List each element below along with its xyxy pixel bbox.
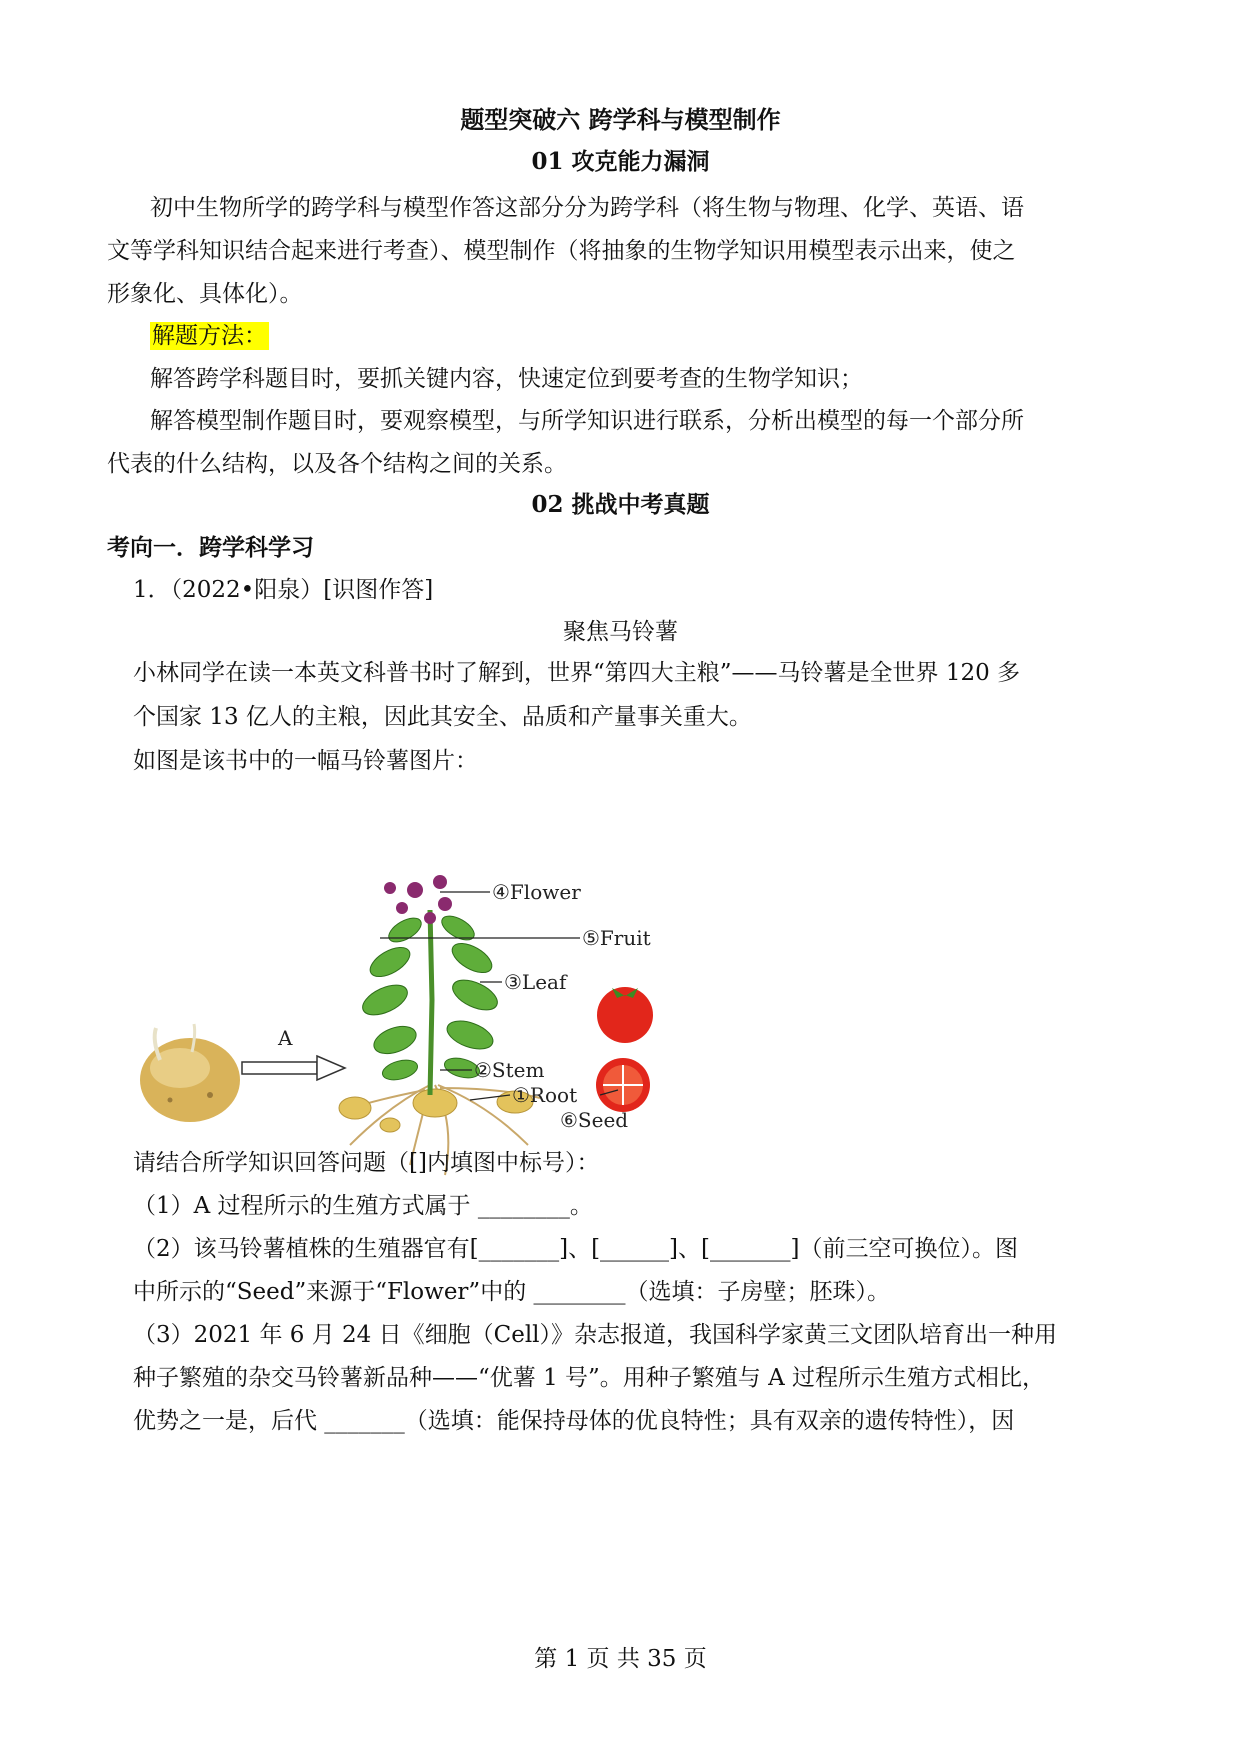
section-heading-2: 02 挑战中考真题 (531, 491, 710, 518)
label-stem: ②Stem (474, 1058, 545, 1082)
method-label (150, 321, 269, 351)
question-1-text-2: 个国家 13 亿人的主粮，因此其安全、品质和产量事关重大。 (133, 704, 752, 730)
question-1-text-3: 如图是该书中的一幅马铃薯图片： (133, 748, 478, 774)
potato-plant-illustration (140, 870, 740, 1235)
method-line-2: 解答模型制作题目时，要观察模型，与所学知识进行联系，分析出模型的每一个部分所 (150, 408, 1024, 434)
flowers (384, 875, 452, 924)
arrow-a-label: A (278, 1026, 293, 1050)
label-leaf: ③Leaf (504, 970, 567, 994)
page-number-footer: 第 1 页 共 35 页 (534, 1646, 707, 1672)
intro-line-2: 文等学科知识结合起来进行考查）、模型制作（将抽象的生物学知识用模型表示出来，使之 (107, 238, 1016, 264)
method-line-1: 解答跨学科题目时，要抓关键内容，快速定位到要考查的生物学知识； (150, 366, 863, 392)
label-seed: ⑥Seed (560, 1108, 629, 1132)
sub-question-1: （1）A 过程所示的生殖方式属于 ________。 (133, 1193, 593, 1219)
label-flower: ④Flower (492, 880, 581, 904)
label-fruit: ⑤Fruit (582, 926, 651, 950)
sub-question-3-line-2: 种子繁殖的杂交马铃薯新品种——“优薯 1 号”。用种子繁殖与 A 过程所示生殖方式相比， (133, 1365, 1046, 1391)
tomato-seed-section (596, 1058, 650, 1112)
page-title: 题型突破六 跨学科与模型制作 (460, 105, 781, 134)
tomato-fruit (597, 987, 653, 1043)
question-1-title: 聚焦马铃薯 (563, 619, 678, 645)
question-1-text-1: 小林同学在读一本英文科普书时了解到，世界“第四大主粮”——马铃薯是全世界 120 多 (133, 660, 1021, 686)
intro-line-1: 初中生物所学的跨学科与模型作答这部分分为跨学科（将生物与物理、化学、英语、语 (150, 195, 1024, 221)
section-heading-1: 01 攻克能力漏洞 (531, 148, 710, 175)
direction-heading: 考向一．跨学科学习 (107, 534, 314, 561)
seed-potato-image (140, 1024, 240, 1122)
sub-question-2-line-1: （2）该马铃薯植株的生殖器官有[_______]、[______]、[_______]（前三空可换位）。图 (133, 1236, 1018, 1262)
sub-question-2-line-2: 中所示的“Seed”来源于“Flower”中的 ________（选填：子房壁；胚珠）。 (133, 1279, 891, 1305)
sub-question-3-line-1: （3）2021 年 6 月 24 日《细胞（Cell）》杂志报道，我国科学家黄三文团队培育出一种用 (133, 1322, 1058, 1348)
potato-plant-figure (140, 870, 740, 1235)
method-label-highlight: 解题方法： (152, 323, 267, 349)
question-1-header: 1．（2022•阳泉）[识图作答] (133, 577, 434, 603)
method-line-3: 代表的什么结构，以及各个结构之间的关系。 (107, 451, 567, 477)
question-prompt: 请结合所学知识回答问题（[]内填图中标号）： (133, 1150, 600, 1176)
sub-question-3-line-3: 优势之一是，后代 _______（选填：能保持母体的优良特性；具有双亲的遗传特性），因 (133, 1408, 1015, 1434)
label-root: ①Root (512, 1083, 578, 1107)
intro-line-3: 形象化、具体化）。 (107, 281, 303, 307)
process-a-arrow (242, 1056, 345, 1080)
